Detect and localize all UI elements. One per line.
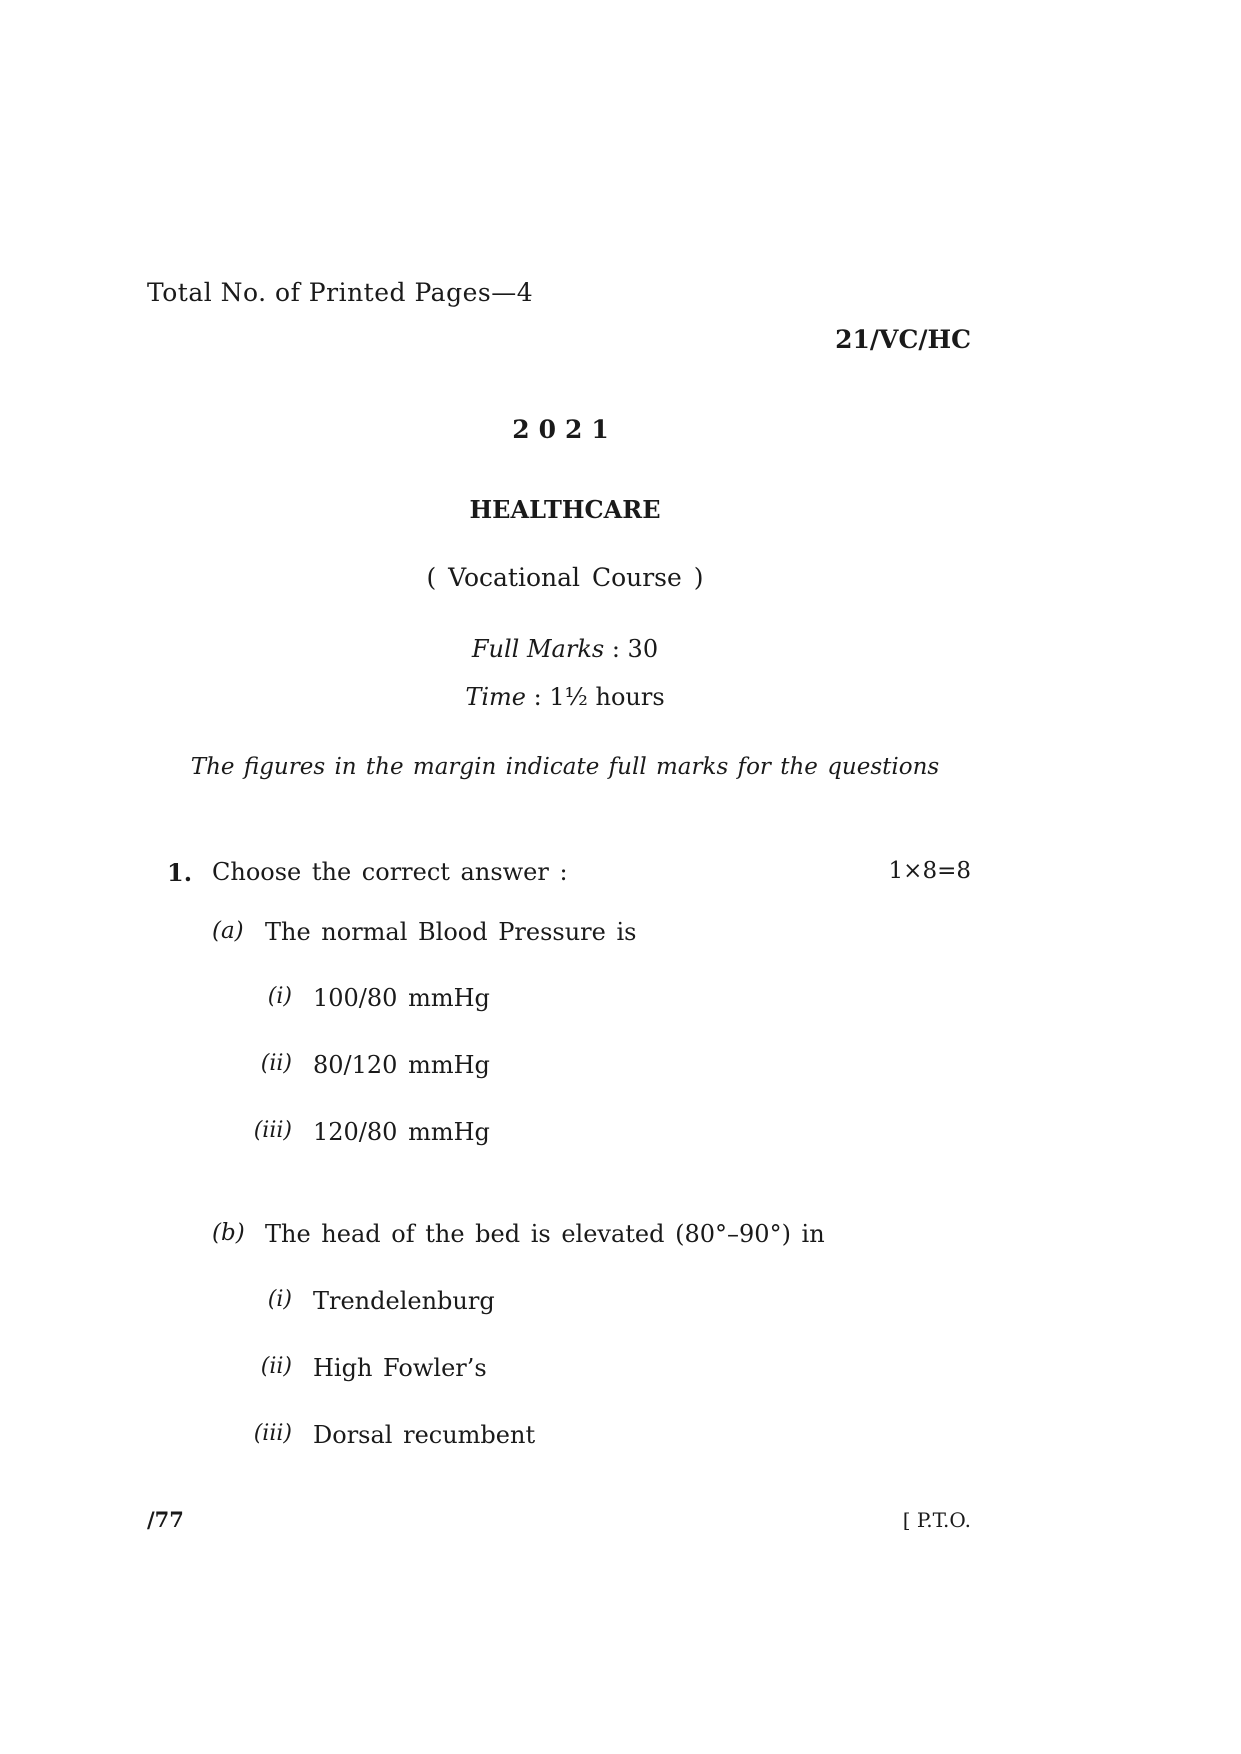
part-a-option-text: 80/120 mmHg — [313, 1051, 490, 1079]
time-label: Time — [465, 683, 526, 711]
part-b-text: The head of the bed is elevated (80°–90°) in — [265, 1220, 825, 1248]
part-a-text: The normal Blood Pressure is — [265, 918, 637, 946]
full-marks-label: Full Marks — [471, 635, 605, 663]
part-a-option-label: (ii) — [260, 1051, 292, 1076]
part-b-label: (b) — [212, 1220, 245, 1246]
exam-time — [0, 683, 1130, 711]
total-printed-pages: Total No. of Printed Pages—4 — [147, 278, 534, 307]
instruction-text: The figures in the margin indicate full marks for the questions — [190, 754, 940, 780]
question-marks: 1×8=8 — [888, 858, 971, 884]
full-marks-value: : 30 — [604, 635, 659, 663]
exam-year: 2021 — [512, 415, 618, 444]
course-type: ( Vocational Course ) — [426, 563, 704, 592]
part-a-option-text: 120/80 mmHg — [313, 1118, 490, 1146]
question-text: Choose the correct answer : — [212, 858, 568, 886]
paper-code: 21/VC/HC — [835, 325, 971, 354]
part-b-option-text: Trendelenburg — [313, 1287, 495, 1315]
part-a-option-text: 100/80 mmHg — [313, 984, 490, 1012]
page-turn-over: [ P.T.O. — [902, 1508, 971, 1532]
full-marks — [0, 635, 1130, 663]
part-b-option-text: High Fowler’s — [313, 1354, 487, 1382]
part-a-label: (a) — [212, 918, 244, 944]
part-b-option-label: (i) — [267, 1287, 292, 1312]
part-b-option-label: (ii) — [260, 1354, 292, 1379]
part-b-option-label: (iii) — [253, 1421, 292, 1446]
time-value: : 1½ hours — [526, 683, 665, 711]
part-a-option-label: (i) — [267, 984, 292, 1009]
part-a-option-label: (iii) — [253, 1118, 292, 1143]
question-number: 1. — [167, 858, 193, 887]
footer-code: /77 — [147, 1507, 184, 1532]
subject-title: HEALTHCARE — [469, 495, 661, 524]
part-b-option-text: Dorsal recumbent — [313, 1421, 536, 1449]
